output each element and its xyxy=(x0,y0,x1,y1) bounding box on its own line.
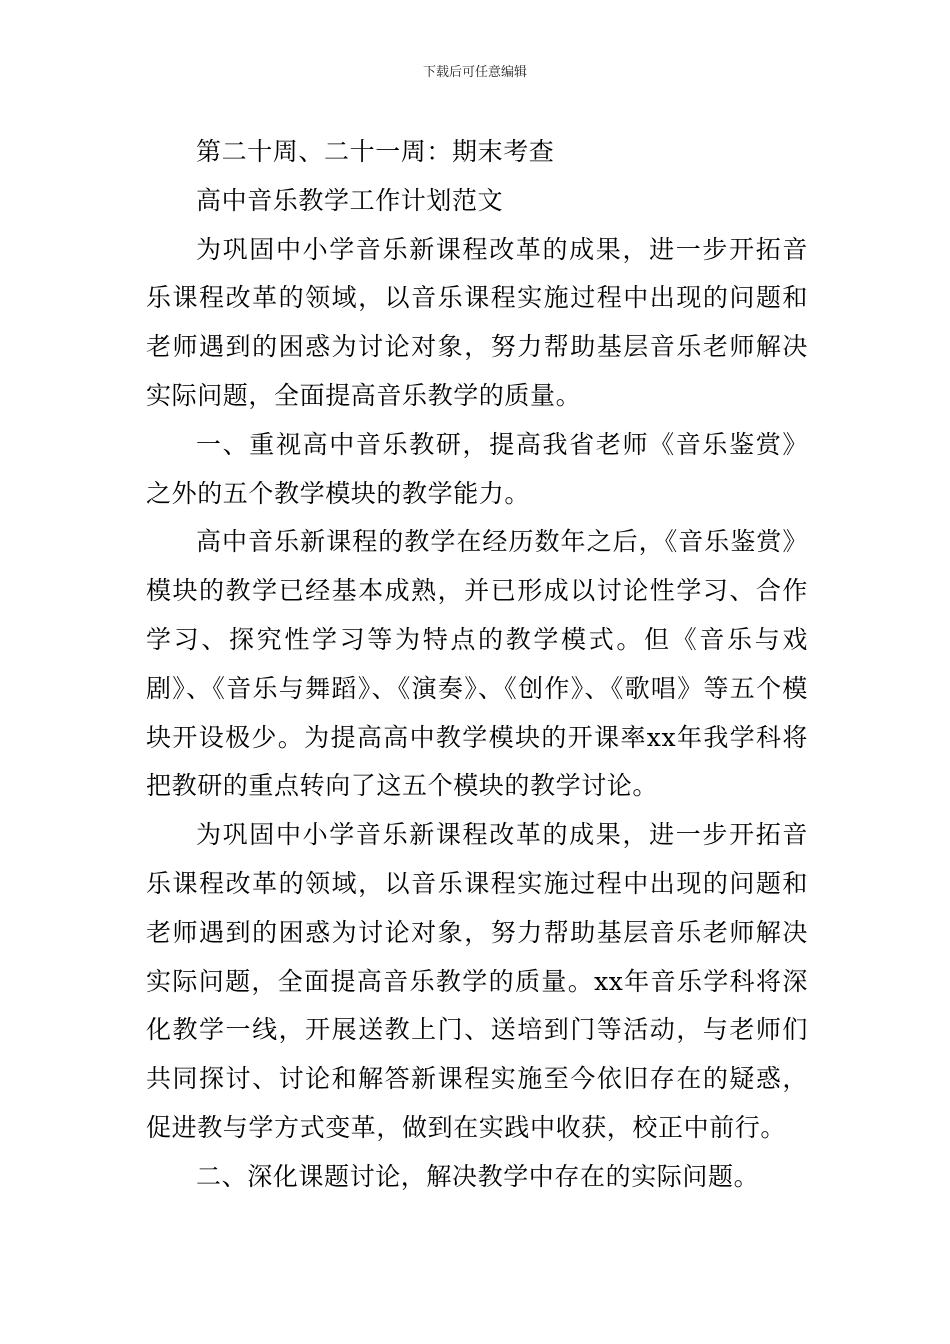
paragraph-section-one-heading: 一、重视高中音乐教研，提高我省老师《音乐鉴赏》之外的五个教学模块的教学能力。 xyxy=(146,429,808,508)
paragraph-document-title: 高中音乐教学工作计划范文 xyxy=(196,185,504,215)
paragraph-intro: 为巩固中小学音乐新课程改革的成果，进一步开拓音乐课程改革的领域，以音乐课程实施过程中出现的问题和老师遇到的困惑为讨论对象，努力帮助基层音乐老师解决实际问题，全面提高音乐教学的质量。 xyxy=(146,234,808,410)
paragraph-exam-schedule: 第二十周、二十一周：期末考查 xyxy=(196,137,555,166)
paragraph-section-two-heading: 二、深化课题讨论，解决教学中存在的实际问题。 xyxy=(196,1161,760,1191)
paragraph-section-one-body-2: 为巩固中小学音乐新课程改革的成果，进一步开拓音乐课程改革的领域，以音乐课程实施过程中出现的问题和老师遇到的困惑为讨论对象，努力帮助基层音乐老师解决实际问题，全面提高音乐教学的质量。xx年音乐学科将深化教学一线，开展送教上门、送培到门等活动，与老师们共同探讨、讨论和解答新课程实施至今依旧存在的疑惑，促进教与学方式变革，做到在实践中收获，校正中前行。 xyxy=(146,820,808,1142)
paragraph-section-one-body: 高中音乐新课程的教学在经历数年之后，《音乐鉴赏》模块的教学已经基本成熟，并已形成以讨论性学习、合作学习、探究性学习等为特点的教学模式。但《音乐与戏剧》、《音乐与舞蹈》、《演奏》、《创作》、《歌唱》等五个模块开设极少。为提高高中教学模块的开课率xx年我学科将把教研的重点转向了这五个模块的教学讨论。 xyxy=(146,527,808,801)
document-body xyxy=(146,128,808,1202)
page-header-note: 下载后可任意编辑 xyxy=(422,65,527,80)
